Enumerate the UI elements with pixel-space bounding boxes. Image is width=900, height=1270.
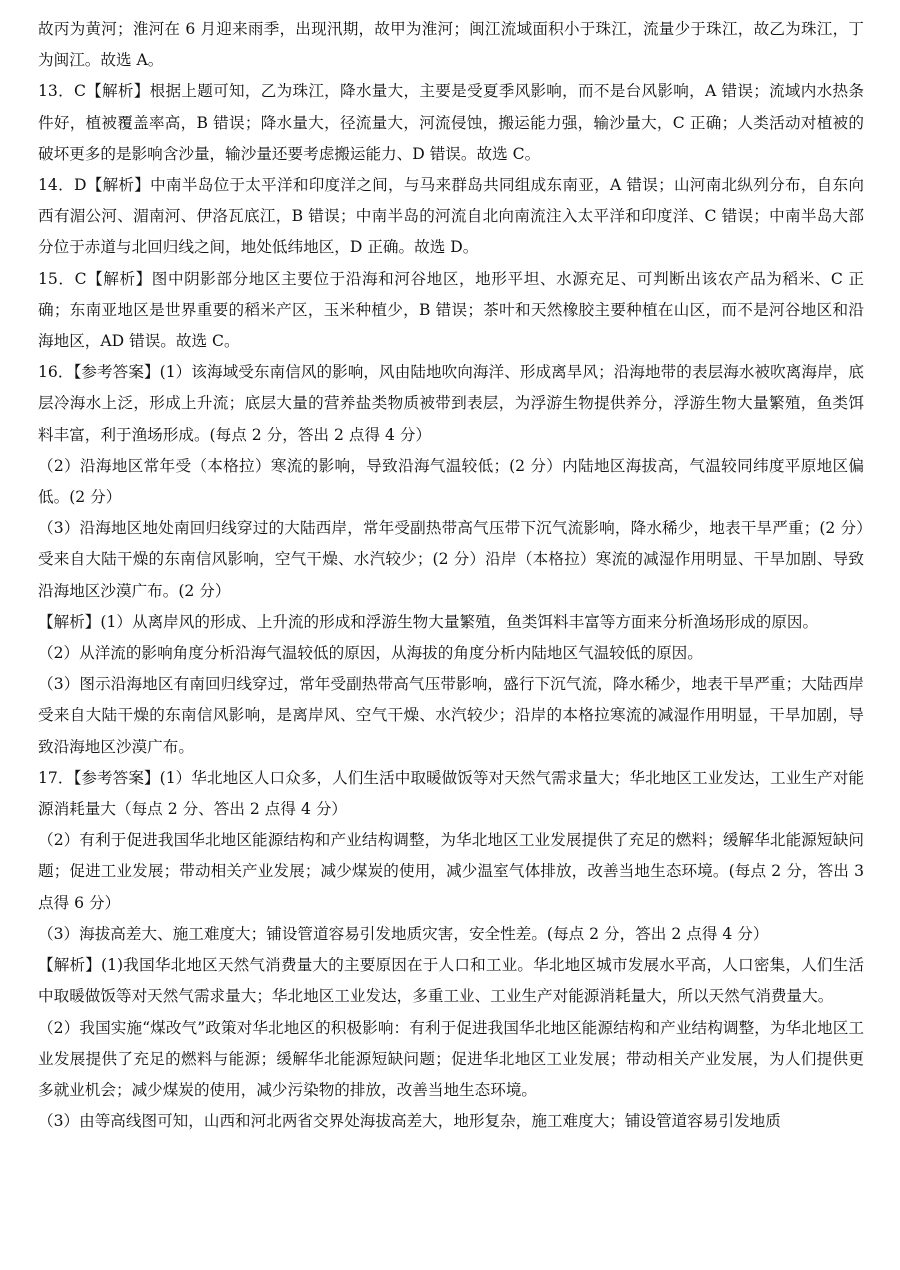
paragraph-q17-analysis-2: （2）我国实施“煤改气”政策对华北地区的积极影响：有利于促进我国华北地区能源结构和产业结构调整，为华北地区工业发展提供了充足的燃料与能源；缓解华北能源短缺问题；促进华北地区工业发展；带动相关产业发展，为人们提供更多就业机会；减少煤炭的使用，减少污染物的排放，改善当地生态环境。 <box>38 1018 864 1099</box>
paragraph-q17-analysis-3: （3）由等高线图可知，山西和河北两省交界处海拔高差大，地形复杂，施工难度大；铺设管道容易引发地质 <box>38 1112 781 1131</box>
paragraph-q13: 13．C【解析】根据上题可知，乙为珠江，降水量大，主要是受夏季风影响，而不是台风影响，A 错误；流域内水热条件好，植被覆盖率高，B 错误；降水量大，径流量大，河流侵蚀，搬运能力强，输沙量大，C 正确；人类活动对植被的破坏更多的是影响含沙量，输沙量还要考虑搬运能力、D 错误。故选 C。 <box>38 82 864 163</box>
paragraph-q15: 15．C【解析】图中阴影部分地区主要位于沿海和河谷地区，地形平坦、水源充足、可判断出该农产品为稻米、C 正确；东南亚地区是世界重要的稻米产区，玉米种植少，B 错误；茶叶和天然橡胶主要种植在山区，而不是河谷地区和沿海地区，AD 错误。故选 C。 <box>38 269 864 351</box>
paragraph-q16-analysis-1: 【解析】(1）从离岸风的形成、上升流的形成和浮游生物大量繁殖，鱼类饵料丰富等方面来分析渔场形成的原因。 <box>38 612 819 631</box>
paragraph-12-conclusion: 故丙为黄河；淮河在 6 月迎来雨季，出现汛期，故甲为淮河；闽江流域面积小于珠江，流量少于珠江，故乙为珠江，丁为闽江。故选 A。 <box>38 20 864 70</box>
paragraph-q16-answer-2: （2）沿海地区常年受（本格拉）寒流的影响，导致沿海气温较低；(2 分）内陆地区海拔高，气温较同纬度平原地区偏低。(2 分） <box>38 456 864 507</box>
paragraph-q16-answer-1: 16．【参考答案】(1）该海域受东南信风的影响，风由陆地吹向海洋、形成离旱风；沿海地带的表层海水被吹离海岸，底层冷海水上泛，形成上升流；底层大量的营养盐类物质被带到表层，为浮游生物提供养分，浮游生物大量繁殖，鱼类饵料丰富，利于渔场形成。(每点 2 分，答出 2 点得 4 分） <box>38 363 864 444</box>
paragraph-q17-analysis-1: 【解析】(1)我国华北地区天然气消费量大的主要原因在于人口和工业。华北地区城市发展水平高，人口密集，人们生活中取暖做饭等对天然气需求量大；华北地区工业发达，多重工业、工业生产对能源消耗量大，所以天然气消费量大。 <box>38 956 864 1006</box>
answer-document <box>38 14 864 1137</box>
paragraph-q16-analysis-2: （2）从洋流的影响角度分析沿海气温较低的原因，从海拔的角度分析内陆地区气温较低的原因。 <box>38 644 703 663</box>
paragraph-q17-answer-2: （2）有利于促进我国华北地区能源结构和产业结构调整，为华北地区工业发展提供了充足的燃料；缓解华北能源短缺问题；促进工业发展；带动相关产业发展；减少煤炭的使用，减少温室气体排放，改善当地生态环境。(每点 2 分，答出 3 点得 6 分） <box>38 831 864 912</box>
paragraph-q14: 14．D【解析】中南半岛位于太平洋和印度洋之间，与马来群岛共同组成东南亚，A 错误；山河南北纵列分布，自东向西有湄公河、湄南河、伊洛瓦底江，B 错误；中南半岛的河流自北向南流注入太平洋和印度洋、C 错误；中南半岛大部分位于赤道与北回归线之间，地处低纬地区，D 正确。故选 D。 <box>38 176 864 257</box>
paragraph-q17-answer-1: 17．【参考答案】(1）华北地区人口众多，人们生活中取暖做饭等对天然气需求量大；华北地区工业发达，工业生产对能源消耗量大（每点 2 分、答出 2 点得 4 分） <box>38 768 864 819</box>
paragraph-q16-analysis-3: （3）图示沿海地区有南回归线穿过，常年受副热带高气压带影响，盛行下沉气流，降水稀少，地表干旱严重；大陆西岸受来自大陆干燥的东南信风影响，是离岸风、空气干燥、水汽较少；沿岸的本格拉寒流的减湿作用明显，干旱加剧，导致沿海地区沙漠广布。 <box>38 675 864 756</box>
paragraph-q17-answer-3: （3）海拔高差大、施工难度大；铺设管道容易引发地质灾害，安全性差。(每点 2 分，答出 2 点得 4 分） <box>38 924 769 943</box>
paragraph-q16-answer-3: （3）沿海地区地处南回归线穿过的大陆西岸，常年受副热带高气压带下沉气流影响，降水稀少，地表干旱严重；(2 分）受来自大陆干燥的东南信风影响，空气干燥、水汽较少；(2 分）沿岸（本格拉）寒流的减湿作用明显、干旱加剧、导致沿海地区沙漠广布。(2 分） <box>38 519 864 600</box>
